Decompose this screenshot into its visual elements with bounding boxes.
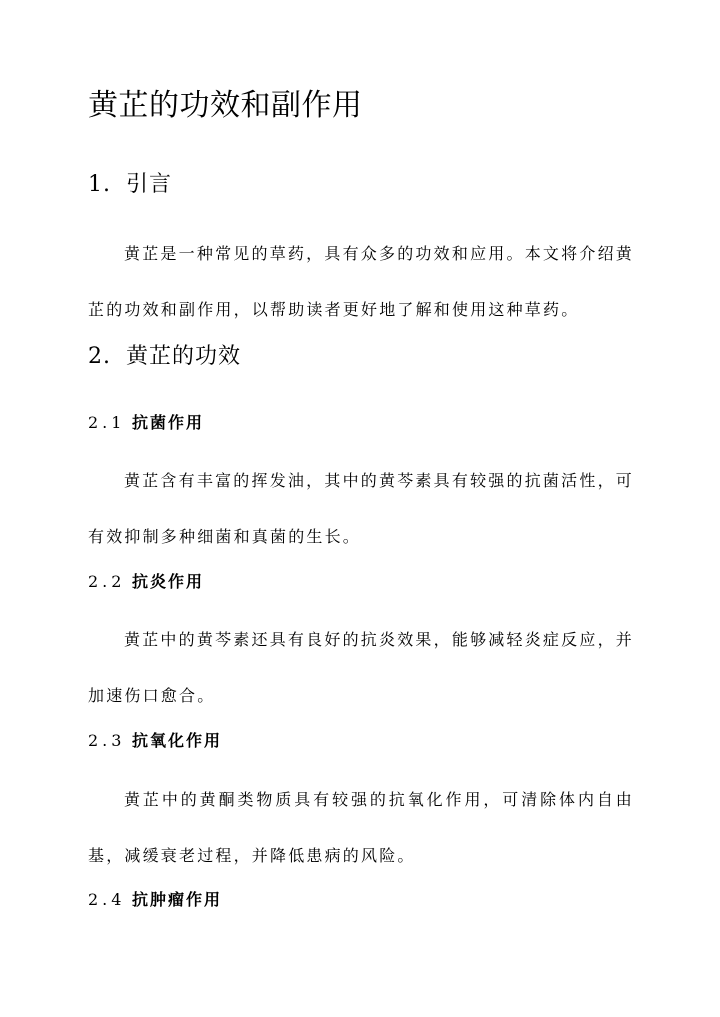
section-heading-effects (88, 342, 241, 372)
subsection-title: 抗肿瘤作用 (132, 890, 223, 909)
subsection-number: 2.1 (88, 413, 126, 432)
intro-paragraph: 黄芷是一种常见的草药，具有众多的功效和应用。本文将介绍黄芷的功效和副作用，以帮助读者更好地了解和使用这种草药。 (88, 244, 634, 319)
subsection-title: 抗炎作用 (132, 572, 205, 591)
anti-inflammatory-paragraph: 黄芷中的黄芩素还具有良好的抗炎效果，能够减轻炎症反应，并加速伤口愈合。 (88, 630, 634, 705)
section-title: 引言 (126, 172, 173, 197)
subsection-number: 2.4 (88, 890, 126, 909)
antibacterial-paragraph: 黄芷含有丰富的挥发油，其中的黄芩素具有较强的抗菌活性，可有效抑制多种细菌和真菌的生长。 (88, 471, 634, 546)
subsection-number: 2.2 (88, 572, 126, 591)
subsection-number: 2.3 (88, 731, 126, 750)
subsection-title: 抗菌作用 (132, 413, 205, 432)
section-number: 2. (88, 344, 111, 369)
antioxidant-paragraph: 黄芷中的黄酮类物质具有较强的抗氧化作用，可清除体内自由基，减缓衰老过程，并降低患病的风险。 (88, 790, 634, 865)
subsection-heading-antioxidant (88, 729, 222, 753)
document-title: 黄芷的功效和副作用 (88, 88, 363, 123)
subsection-heading-antitumor (88, 888, 222, 912)
subsection-heading-antibacterial (88, 411, 204, 435)
subsection-title: 抗氧化作用 (132, 731, 223, 750)
section-title: 黄芷的功效 (126, 344, 242, 369)
section-heading-introduction (88, 170, 172, 200)
subsection-heading-anti-inflammatory (88, 570, 204, 594)
section-number: 1. (88, 172, 111, 197)
